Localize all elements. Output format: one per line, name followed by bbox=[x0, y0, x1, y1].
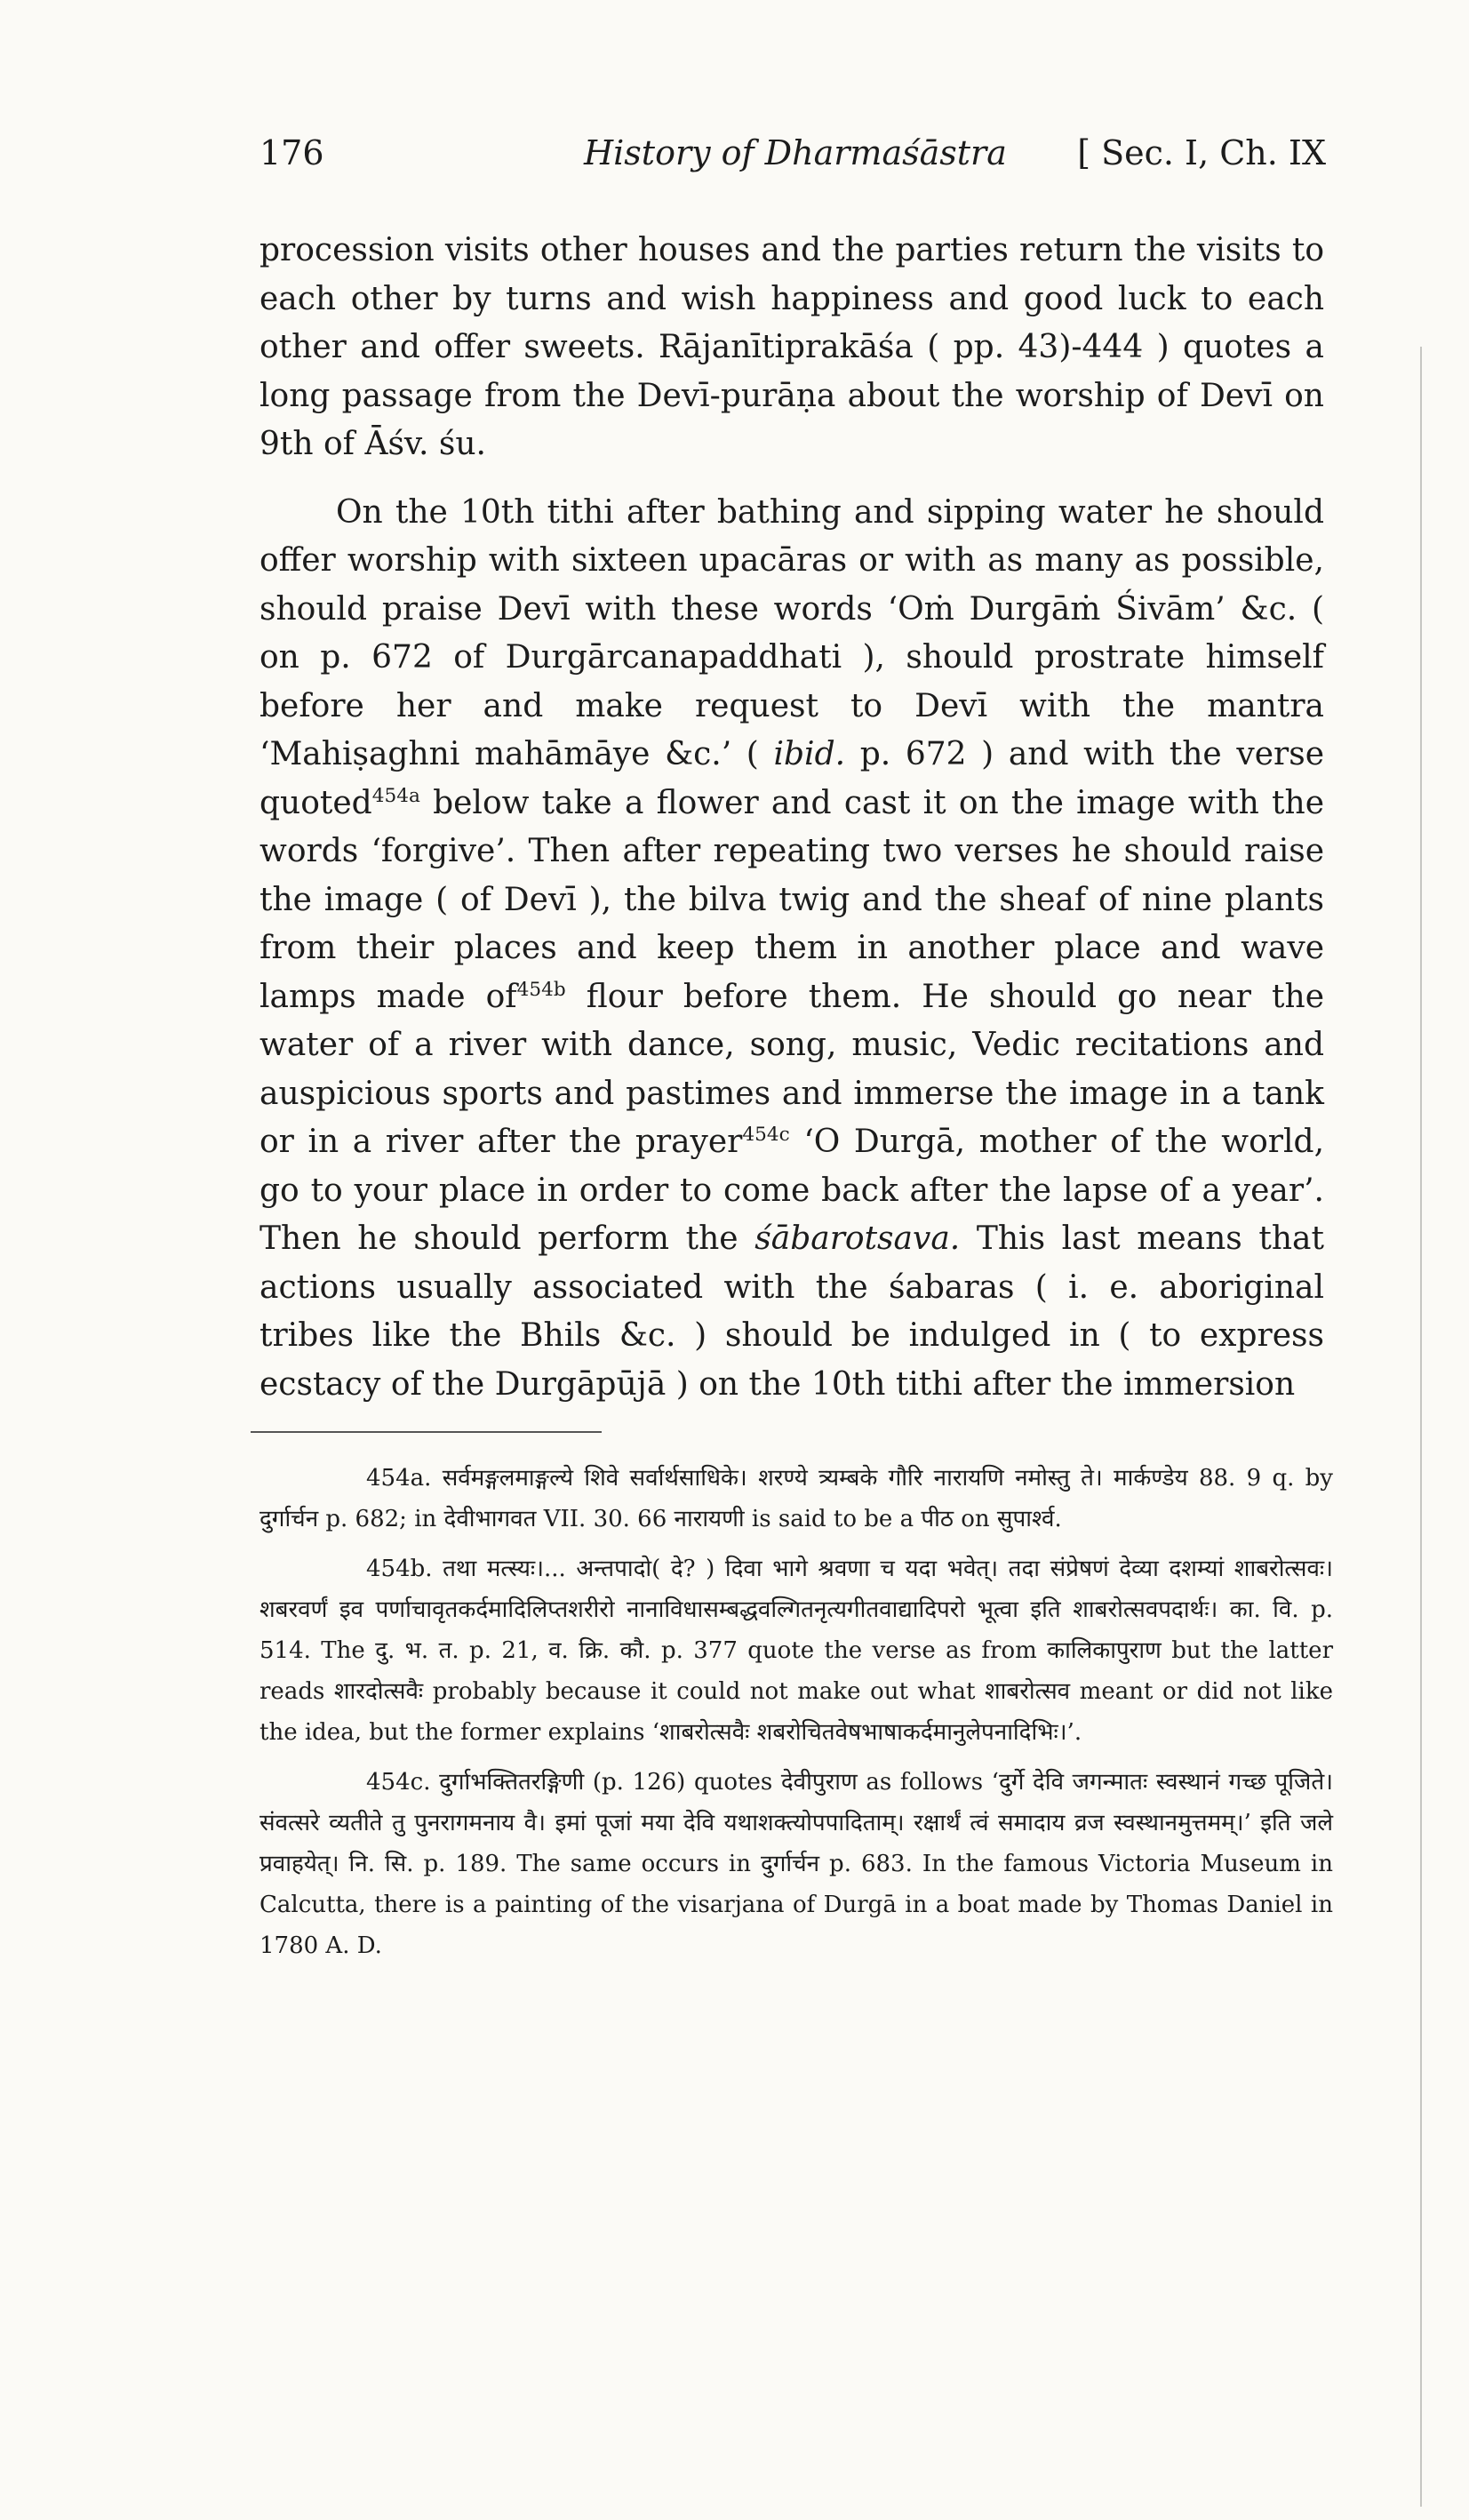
section-label: [ Sec. I, Ch. IX bbox=[1077, 133, 1326, 172]
ibid-term: ibid. bbox=[773, 736, 846, 772]
paragraph-2-part-c: below take a flower and cast it on the image with the words ‘forgive’. Then after repeating two verses he should raise the image ( of Devī ), the bilva twig and the sheaf of nine plants from their places and keep them in another place and wave lamps made of bbox=[259, 784, 1324, 1015]
scan-margin-line bbox=[1420, 347, 1422, 2507]
footnotes bbox=[259, 1458, 1333, 1975]
footnote-454c: 454c. दुर्गाभक्तितरङ्गिणी (p. 126) quotes देवीपुराण as follows ‘दुर्गे देवि जगन्मातः स्वस्थानं गच्छ पूजिते। संवत्सरे व्यतीते तु पुनरागमनाय वै। इमां पूजां मया देवि यथाशक्त्योपपादिताम्। रक्षार्थं त्वं समादाय व्रज स्वस्थानमुत्तमम्।’ इति जले प्रवाहयेत्। नि. सि. p. 189. The same occurs in दुर्गार्चन p. 683. In the famous Victoria Museum in Calcutta, there is a painting of the visarjana of Durgā in a boat made by Thomas Daniel in 1780 A. D. bbox=[259, 1769, 1333, 1959]
paragraph-2-part-f: This last means that actions usually associated with the śabaras ( i. e. aboriginal tribes like the Bhils &c. ) should be indulged in ( to express ecstacy of the Durgāpūjā ) on the 10th tithi after the immersion bbox=[259, 1220, 1324, 1403]
footnote-ref-454b: 454b bbox=[516, 978, 566, 1001]
paragraph-1: procession visits other houses and the parties return the visits to each other by turns and wish happiness and good luck to each other and offer sweets. Rājanītiprakāśa ( pp. 43)-444 ) quotes a long passage from the Devī-purāṇa about the worship of Devī on 9th of Āśv. śu. bbox=[259, 232, 1324, 462]
footnote-454b: 454b. तथा मत्स्यः।... अन्तपादो( दे? ) दिवा भागे श्रवणा च यदा भवेत्। तदा संप्रेषणं देव्या दशम्यां शाबरोत्सवः। शबरवर्णं इव पर्णाचावृतकर्दमादिलिप्तशरीरो नानाविधासम्बद्धवल्गितनृत्यगीतवाद्यादिपरो भूत्वा इति शाबरोत्सवपदार्थः। का. वि. p. 514. The दु. भ. त. p. 21, व. क्रि. कौ. p. 377 quote the verse as from कालिकापुराण but the latter reads शारदोत्सवैः probably because it could not make out what शाबरोत्सव meant or did not like the idea, but the former explains ‘शाबरोत्सवैः शबरोचितवेषभाषाकर्दमानुलेपनादिभिः।’. bbox=[259, 1556, 1333, 1746]
footnote-divider bbox=[251, 1431, 602, 1433]
running-title: History of Dharmaśāstra bbox=[584, 133, 1007, 172]
paragraph-2-part-b: p. 672 ) and with the verse quoted bbox=[259, 736, 1324, 821]
page-header bbox=[259, 133, 1326, 187]
sabarotsava-term: śābarotsava. bbox=[754, 1220, 961, 1257]
footnote-ref-454c: 454c bbox=[742, 1124, 790, 1146]
paragraph-2-part-a: On the 10th tithi after bathing and sipping water he should offer worship with sixteen upacāras or with as many as possible, should praise Devī with these words ‘Oṁ Durgāṁ Śivām’ &c. ( on p. 672 of Durgārcanapaddhati ), should prostrate himself before her and make request to Devī with the mantra ‘Mahiṣaghni mahāmāye &c.’ ( bbox=[259, 493, 1324, 772]
paragraph-2-part-e: ‘O Durgā, mother of the world, go to your place in order to come back after the lapse of a year’. Then he should perform the bbox=[259, 1124, 1325, 1257]
main-text bbox=[259, 227, 1324, 1409]
footnote-454a: 454a. सर्वमङ्गलमाङ्गल्ये शिवे सर्वार्थसाधिके। शरण्ये त्र्यम्बके गौरि नारायणि नमोस्तु ते। मार्कण्डेय 88. 9 q. by दुर्गार्चन p. 682; in देवीभागवत VII. 30. 66 नारायणी is said to be a पीठ on सुपार्श्व. bbox=[259, 1465, 1333, 1532]
paragraph-2-part-d: flour before them. He should go near the water of a river with dance, song, music, Vedic recitations and auspicious sports and pastimes and immerse the image in a tank or in a river after the prayer bbox=[259, 978, 1324, 1160]
paragraph-2 bbox=[259, 489, 1324, 1410]
page-number: 176 bbox=[259, 133, 324, 172]
footnote-ref-454a: 454a bbox=[371, 784, 420, 807]
